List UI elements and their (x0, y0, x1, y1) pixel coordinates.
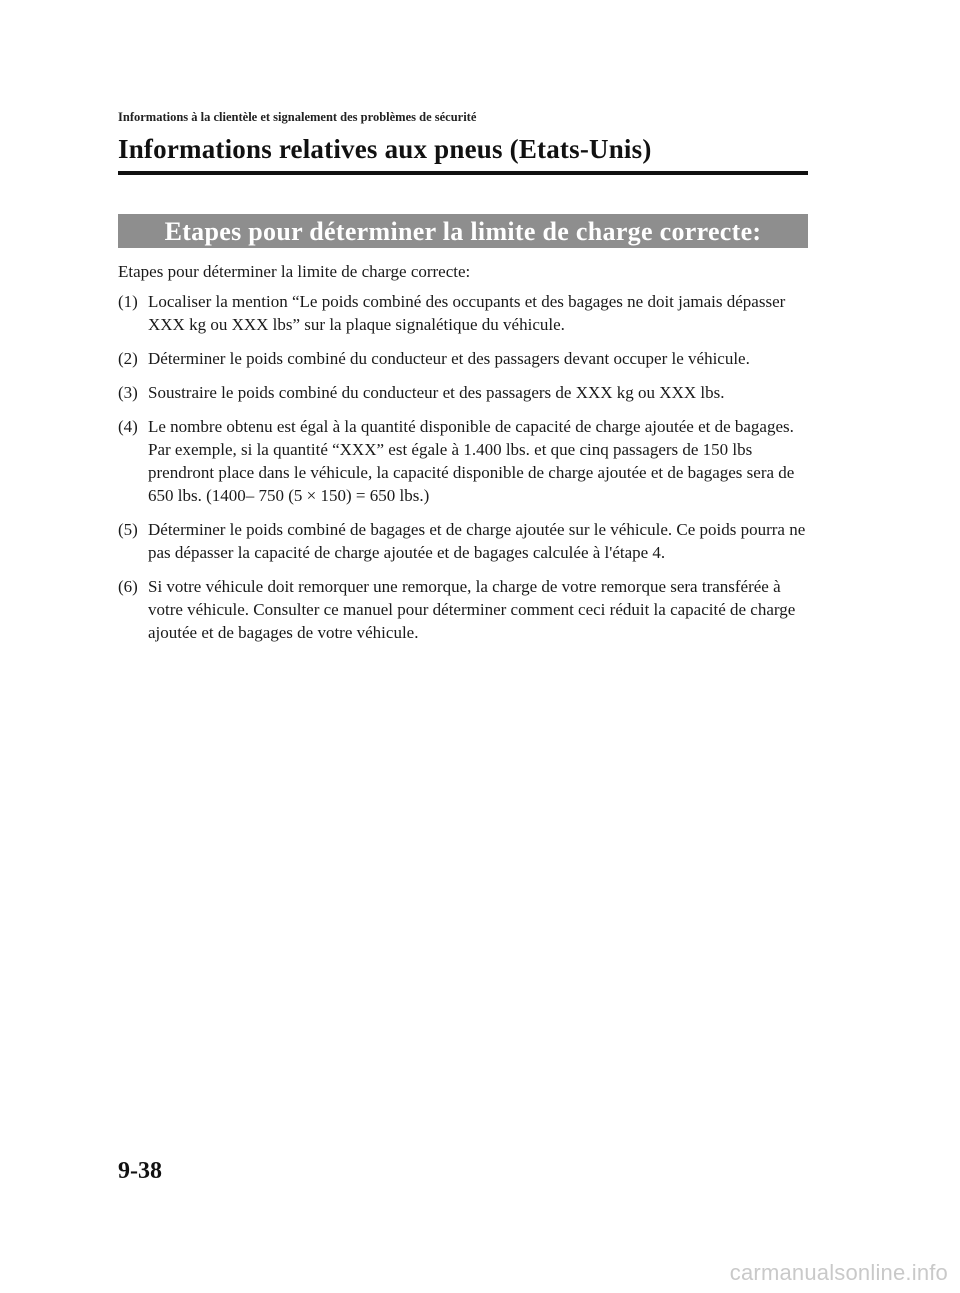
step-number: (2) (118, 349, 138, 368)
chapter-subheading: Informations à la clientèle et signalement des problèmes de sécurité (118, 110, 477, 124)
page-number: 9-38 (118, 1158, 162, 1184)
watermark: carmanualsonline.info (729, 1260, 948, 1285)
step-number: (6) (118, 577, 138, 596)
chapter-title: Informations relatives aux pneus (Etats-Unis) (118, 134, 652, 164)
step-item (118, 290, 810, 336)
step-number: (1) (118, 292, 138, 311)
step-number: (5) (118, 520, 138, 539)
step-number: (4) (118, 417, 138, 436)
step-text: Déterminer le poids combiné de bagages et de charge ajoutée sur le véhicule. Ce poids pourra ne pas dépasser la capacité de charge ajoutée et de bagages calculée à l'étape 4. (148, 520, 806, 562)
step-text: Si votre véhicule doit remorquer une remorque, la charge de votre remorque sera transférée à votre véhicule. Consulter ce manuel pour déterminer comment ceci réduit la capacité de charge ajoutée et de bagages de votre véhicule. (148, 577, 796, 642)
step-text: Localiser la mention “Le poids combiné des occupants et des bagages ne doit jamais dépasser XXX kg ou XXX lbs” sur la plaque signalétique du véhicule. (148, 292, 786, 334)
title-rule (118, 171, 808, 175)
step-item (118, 575, 810, 644)
step-text: Déterminer le poids combiné du conducteur et des passagers devant occuper le véhicule. (148, 349, 750, 368)
step-text: Soustraire le poids combiné du conducteur et des passagers de XXX kg ou XXX lbs. (148, 383, 725, 402)
step-item (118, 518, 810, 564)
steps-list (118, 290, 810, 655)
step-item (118, 381, 810, 404)
section-banner: Etapes pour déterminer la limite de charge correcte: (118, 214, 808, 248)
section-intro: Etapes pour déterminer la limite de charge correcte: (118, 262, 471, 281)
step-text: Le nombre obtenu est égal à la quantité disponible de capacité de charge ajoutée et de bagages. Par exemple, si la quantité “XXX” est égale à 1.400 lbs. et que cinq passagers de 150 lbs prendront place dans le véhicule, la capacité disponible de charge ajoutée et de bagages sera de 650 lbs. (1400– 750 (5 × 150) = 650 lbs.) (148, 417, 795, 505)
step-number: (3) (118, 383, 138, 402)
step-item (118, 347, 810, 370)
step-item (118, 415, 810, 507)
